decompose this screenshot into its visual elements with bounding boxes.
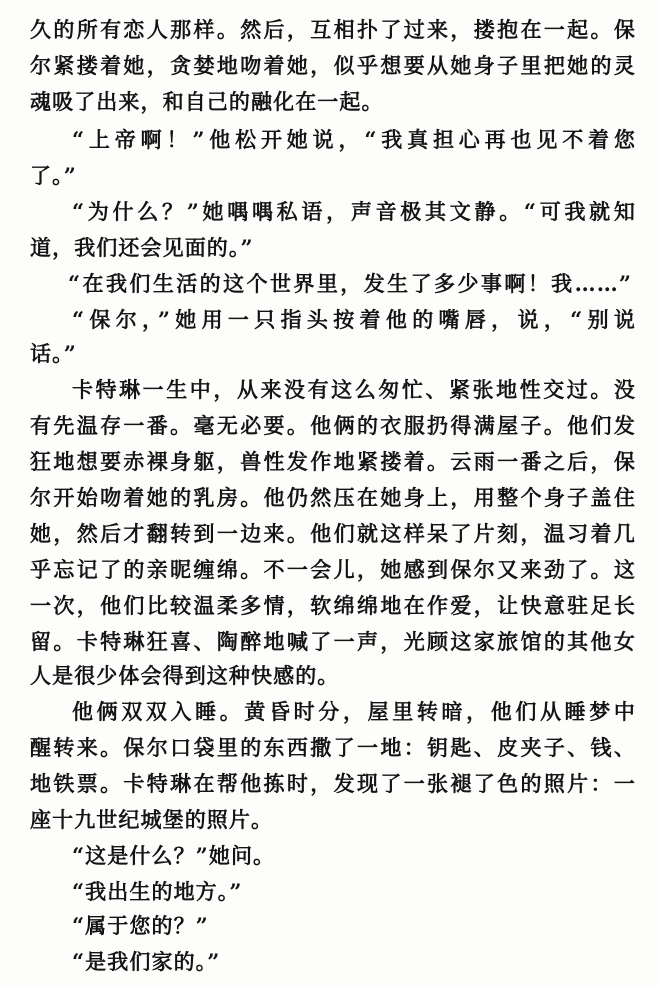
text-line: 有先温存一番。毫无必要。他俩的衣服扔得满屋子。他们发 [30,413,636,438]
text-line: 一次，他们比较温柔多情，软绵绵地在作爱，让快意驻足长 [30,593,636,618]
text-line: 卡特琳一生中，从来没有这么匆忙、紧张地性交过。没 [72,377,636,402]
text-line: “在我们生活的这个世界里，发生了多少事啊！我……” [68,271,632,296]
text-line: 她，然后才翻转到一边来。他们就这样呆了片刻，温习着几 [30,521,636,546]
text-line: 乎忘记了的亲昵缠绵。不一会儿，她感到保尔又来劲了。这 [30,557,636,582]
text-line: 尔紧搂着她，贪婪地吻着她，似乎想要从她身子里把她的灵 [30,53,636,78]
text-line: “我出生的地方。” [72,879,243,904]
text-line: 人是很少体会得到这种快感的。 [30,663,340,688]
text-line: 话。” [30,341,77,366]
text-line: 醒转来。保尔口袋里的东西撒了一地：钥匙、皮夹子、钱、 [30,735,636,760]
text-line: “为什么？”她喁喁私语，声音极其文静。“可我就知 [72,199,636,224]
text-line: “保尔，”她用一只指头按着他的嘴唇，说，“别说 [72,307,636,332]
text-line: 地铁票。卡特琳在帮他拣时，发现了一张褪了色的照片：一 [30,771,636,796]
text-line: 座十九世纪城堡的照片。 [30,807,274,832]
text-line: “属于您的？” [72,913,209,938]
text-line: 狂地想要赤裸身躯，兽性发作地紧搂着。云雨一番之后，保 [30,449,636,474]
text-line: 道，我们还会见面的。” [30,235,254,260]
text-line: 他俩双双入睡。黄昏时分，屋里转暗，他们从睡梦中 [72,699,636,724]
text-line: 魂吸了出来，和自己的融化在一起。 [30,89,384,114]
text-line: 了。” [30,163,77,188]
text-line: 留。卡特琳狂喜、陶醉地喊了一声，光顾这家旅馆的其他女 [30,629,636,654]
text-line: 久的所有恋人那样。然后，互相扑了过来，搂抱在一起。保 [30,17,636,42]
text-line: “是我们家的。” [72,949,221,974]
text-line: “这是什么？”她问。 [72,843,276,868]
text-line: “上帝啊！”他松开她说，“我真担心再也见不着您 [72,127,636,152]
text-line: 尔开始吻着她的乳房。他仍然压在她身上，用整个身子盖住 [30,485,636,510]
